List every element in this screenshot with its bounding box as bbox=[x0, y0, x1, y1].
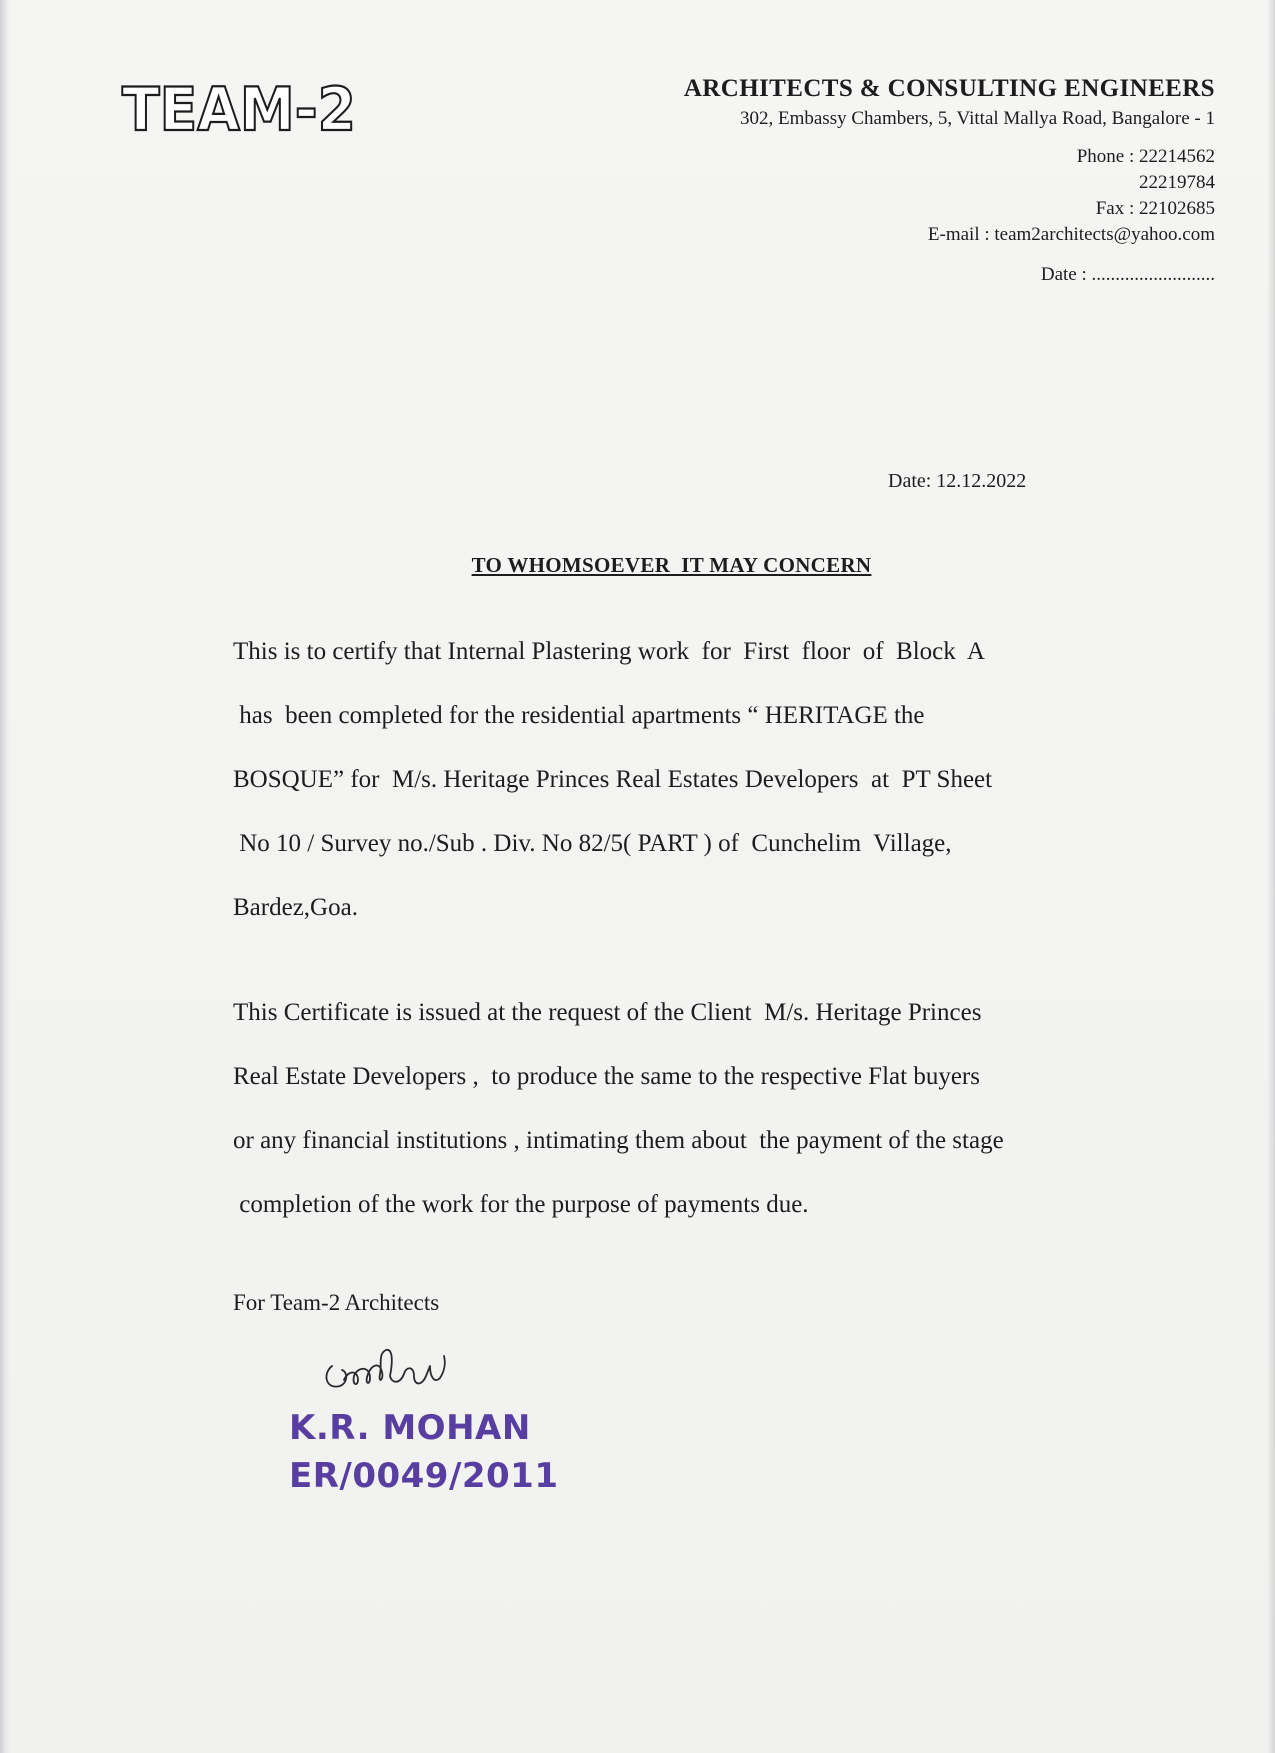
paragraph-line: This is to certify that Internal Plastering work for First floor of Block A bbox=[233, 638, 985, 665]
contact-details bbox=[515, 144, 1215, 248]
firm-title: ARCHITECTS & CONSULTING ENGINEERS bbox=[683, 75, 1215, 102]
stamp-name: K.R. MOHAN bbox=[289, 1408, 531, 1448]
subject-heading: TO WHOMSOEVER IT MAY CONCERN bbox=[471, 553, 872, 577]
phone-line: Phone : 22214562 bbox=[1076, 146, 1215, 167]
paragraph-line: or any financial institutions , intimating them about the payment of the stage bbox=[233, 1127, 1004, 1154]
document-date: Date: 12.12.2022 bbox=[888, 470, 1027, 492]
page-left-edge bbox=[0, 0, 10, 1753]
fax-line: Fax : 22102685 bbox=[1095, 198, 1215, 219]
paragraph-line: No 10 / Survey no./Sub . Div. No 82/5( PART ) of Cunchelim Village, bbox=[233, 830, 952, 857]
signatory-stamp bbox=[289, 1404, 559, 1500]
letterhead-date-line: Date : .......................... bbox=[1040, 264, 1215, 285]
logo-text: TEAM-2 bbox=[122, 75, 356, 144]
firm-address: 302, Embassy Chambers, 5, Vittal Mallya Road, Bangalore - 1 bbox=[739, 108, 1215, 129]
certification-paragraph bbox=[233, 620, 1133, 940]
paragraph-line: This Certificate is issued at the request of the Client M/s. Heritage Princes bbox=[233, 999, 982, 1026]
phone-alt: 22219784 bbox=[1139, 172, 1215, 193]
letterhead bbox=[515, 74, 1215, 286]
handwritten-signature bbox=[318, 1336, 488, 1396]
paragraph-line: Bardez,Goa. bbox=[233, 894, 358, 921]
stamp-registration: ER/0049/2011 bbox=[289, 1456, 559, 1496]
paragraph-line: has been completed for the residential apartments “ HERITAGE the bbox=[233, 702, 925, 729]
paragraph-line: BOSQUE” for M/s. Heritage Princes Real Estates Developers at PT Sheet bbox=[233, 766, 993, 793]
page-right-edge bbox=[1267, 0, 1275, 1753]
closing-line: For Team-2 Architects bbox=[233, 1290, 440, 1315]
purpose-paragraph bbox=[233, 981, 1133, 1237]
email-line: E-mail : team2architects@yahoo.com bbox=[927, 224, 1215, 245]
team2-logo bbox=[120, 72, 360, 144]
paragraph-line: completion of the work for the purpose of payments due. bbox=[233, 1191, 809, 1218]
paragraph-line: Real Estate Developers , to produce the same to the respective Flat buyers bbox=[233, 1063, 980, 1090]
